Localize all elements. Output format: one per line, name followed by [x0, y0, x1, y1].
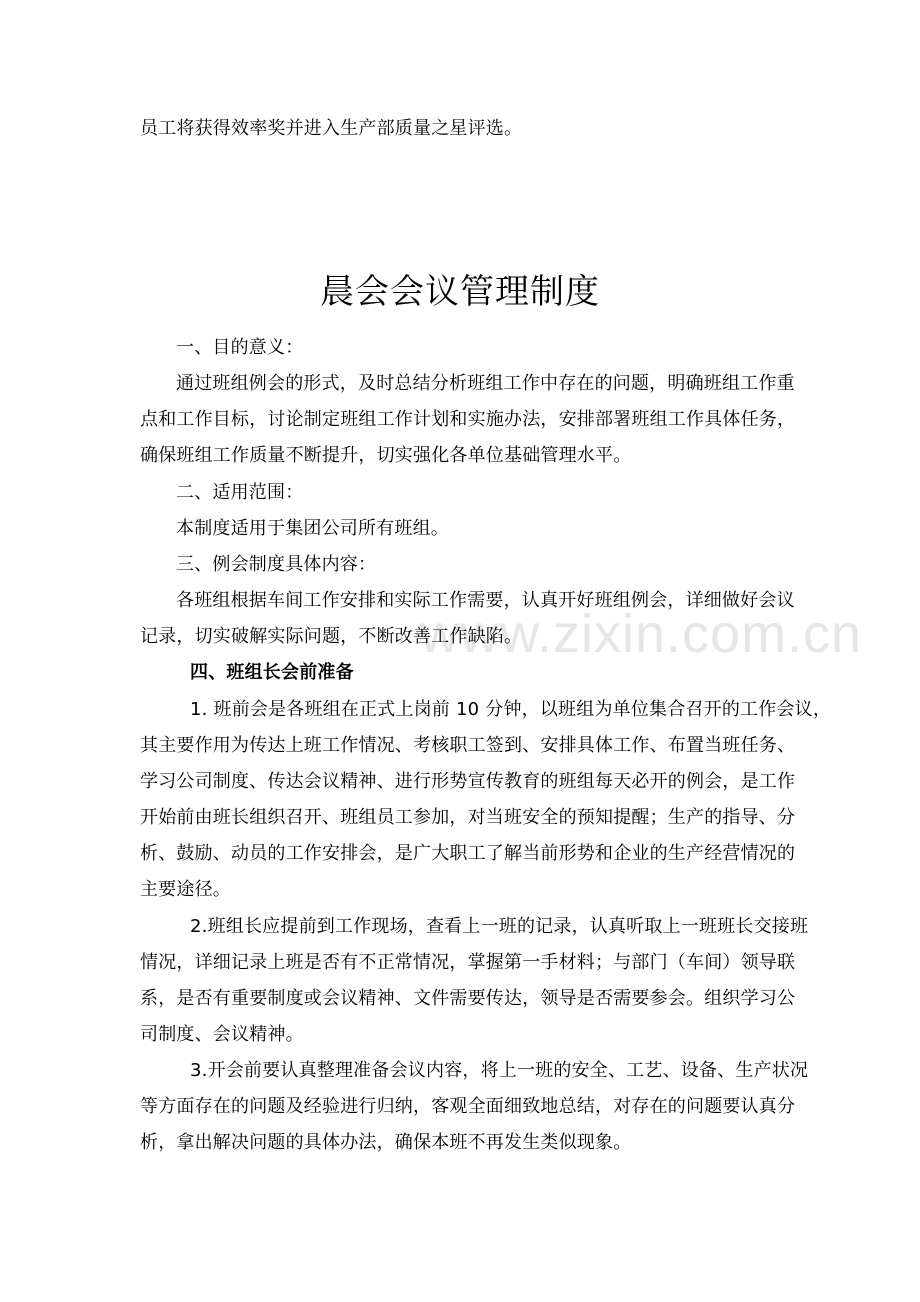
- section-1-heading: 一、目的意义：: [176, 337, 304, 358]
- item-3-paragraph-line: 析，拿出解决问题的具体办法，确保本班不再发生类似现象。: [140, 1132, 632, 1153]
- item-2-paragraph-line: 司制度、会议精神。: [140, 1024, 304, 1045]
- section-1-paragraph-line: 点和工作目标，讨论制定班组工作计划和实施办法，安排部署班组工作具体任务，: [140, 409, 796, 430]
- item-2-paragraph-line: 2.班组长应提前到工作现场，查看上一班的记录，认真听取上一班班长交接班: [190, 916, 809, 937]
- section-2-paragraph-line: 本制度适用于集团公司所有班组。: [176, 518, 449, 539]
- carryover-line: 员工将获得效率奖并进入生产部质量之星评选。: [140, 118, 523, 139]
- watermark-text: www.zixin.com.cn: [420, 604, 863, 664]
- section-3-paragraph-line: 记录，切实破解实际问题，不断改善工作缺陷。: [140, 626, 523, 647]
- section-1-paragraph-line: 通过班组例会的形式，及时总结分析班组工作中存在的问题，明确班组工作重: [176, 373, 795, 394]
- section-2-heading: 二、适用范围：: [176, 482, 304, 503]
- item-1-paragraph-line: 开始前由班长组织召开、班组员工参加，对当班安全的预知提醒；生产的指导、分: [140, 807, 796, 828]
- item-1-paragraph-line: 其主要作用为传达上班工作情况、考核职工签到、安排具体工作、布置当班任务、: [140, 735, 796, 756]
- item-1-paragraph-line: 1. 班前会是各班组在正式上岗前 10 分钟，以班组为单位集合召开的工作会议，: [190, 699, 832, 720]
- item-1-paragraph-line: 主要途径。: [140, 879, 231, 900]
- section-4-heading: 四、班组长会前准备: [190, 662, 354, 683]
- document-title: 晨会会议管理制度: [320, 272, 600, 312]
- item-2-paragraph-line: 情况，详细记录上班是否有不正常情况，掌握第一手材料；与部门（车间）领导联: [140, 952, 796, 973]
- section-1-paragraph-line: 确保班组工作质量不断提升，切实强化各单位基础管理水平。: [140, 445, 632, 466]
- item-2-paragraph-line: 系，是否有重要制度或会议精神、文件需要传达，领导是否需要参会。组织学习公: [140, 988, 796, 1009]
- item-1-paragraph-line: 析、鼓励、动员的工作安排会，是广大职工了解当前形势和企业的生产经营情况的: [140, 843, 796, 864]
- item-3-paragraph-line: 等方面存在的问题及经验进行归纳，客观全面细致地总结，对存在的问题要认真分: [140, 1096, 796, 1117]
- section-3-paragraph-line: 各班组根据车间工作安排和实际工作需要，认真开好班组例会，详细做好会议: [176, 590, 795, 611]
- section-3-heading: 三、例会制度具体内容：: [176, 554, 377, 575]
- item-1-paragraph-line: 学习公司制度、传达会议精神、进行形势宣传教育的班组每天必开的例会，是工作: [140, 771, 796, 792]
- item-3-paragraph-line: 3.开会前要认真整理准备会议内容，将上一班的安全、工艺、设备、生产状况: [190, 1060, 809, 1081]
